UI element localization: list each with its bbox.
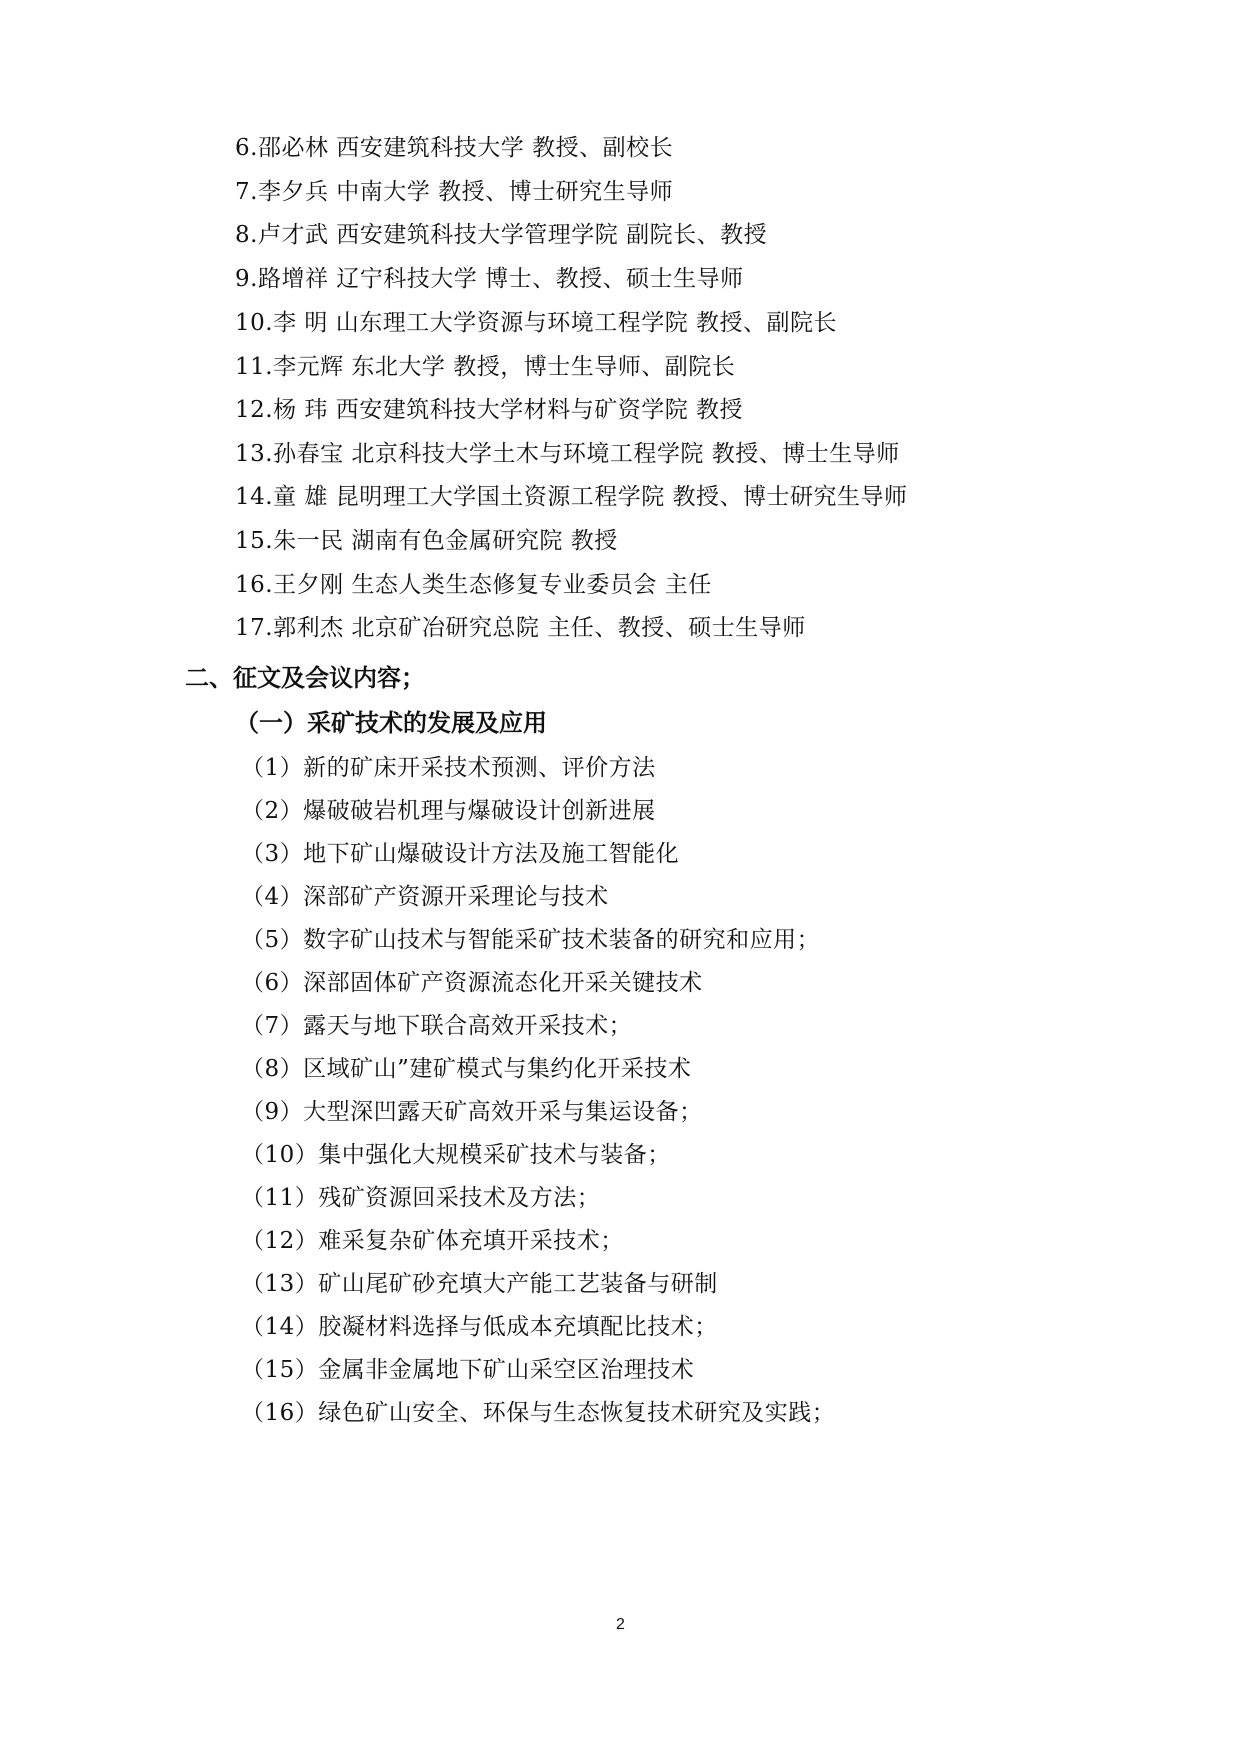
member-line: 17.郭利杰 北京矿冶研究总院 主任、教授、硕士生导师 xyxy=(235,615,806,641)
member-line: 6.邵必林 西安建筑科技大学 教授、副校长 xyxy=(235,135,674,161)
topic-item: （3）地下矿山爆破设计方法及施工智能化 xyxy=(241,841,680,867)
member-line: 15.朱一民 湖南有色金属研究院 教授 xyxy=(235,528,618,554)
topic-item: （13）矿山尾矿砂充填大产能工艺装备与研制 xyxy=(241,1271,718,1297)
topic-item: （9）大型深凹露天矿高效开采与集运设备； xyxy=(241,1099,703,1125)
subsection-heading: （一）采矿技术的发展及应用 xyxy=(235,709,547,737)
topic-item: （11）残矿资源回采技术及方法； xyxy=(241,1185,601,1211)
topic-item: （8）区域矿山”建矿模式与集约化开采技术 xyxy=(241,1056,692,1082)
member-line: 14.童 雄 昆明理工大学国土资源工程学院 教授、博士研究生导师 xyxy=(235,484,908,510)
member-line: 8.卢才武 西安建筑科技大学管理学院 副院长、教授 xyxy=(235,222,768,248)
member-line: 13.孙春宝 北京科技大学土木与环境工程学院 教授、博士生导师 xyxy=(235,441,900,467)
topic-item: （1）新的矿床开采技术预测、评价方法 xyxy=(241,755,656,781)
member-line: 7.李夕兵 中南大学 教授、博士研究生导师 xyxy=(235,179,674,205)
page-number: 2 xyxy=(616,1616,625,1633)
topic-item: （6）深部固体矿产资源流态化开采关键技术 xyxy=(241,970,703,996)
topic-item: （5）数字矿山技术与智能采矿技术装备的研究和应用； xyxy=(241,927,821,953)
member-line: 11.李元辉 东北大学 教授，博士生导师、副院长 xyxy=(235,354,736,380)
member-line: 10.李 明 山东理工大学资源与环境工程学院 教授、副院长 xyxy=(235,310,838,336)
topic-item: （15）金属非金属地下矿山采空区治理技术 xyxy=(241,1357,695,1383)
topic-item: （10）集中强化大规模采矿技术与装备； xyxy=(241,1142,671,1168)
member-line: 9.路增祥 辽宁科技大学 博士、教授、硕士生导师 xyxy=(235,266,744,292)
topic-item: （16）绿色矿山安全、环保与生态恢复技术研究及实践； xyxy=(241,1400,836,1426)
member-line: 16.王夕刚 生态人类生态修复专业委员会 主任 xyxy=(235,572,712,598)
member-line: 12.杨 玮 西安建筑科技大学材料与矿资学院 教授 xyxy=(235,397,744,423)
topic-item: （12）难采复杂矿体充填开采技术； xyxy=(241,1228,624,1254)
section-heading: 二、征文及会议内容； xyxy=(185,664,425,692)
topic-item: （14）胶凝材料选择与低成本充填配比技术； xyxy=(241,1314,718,1340)
topic-item: （4）深部矿产资源开采理论与技术 xyxy=(241,884,609,910)
topic-item: （2）爆破破岩机理与爆破设计创新进展 xyxy=(241,798,656,824)
topic-item: （7）露天与地下联合高效开采技术； xyxy=(241,1013,633,1039)
